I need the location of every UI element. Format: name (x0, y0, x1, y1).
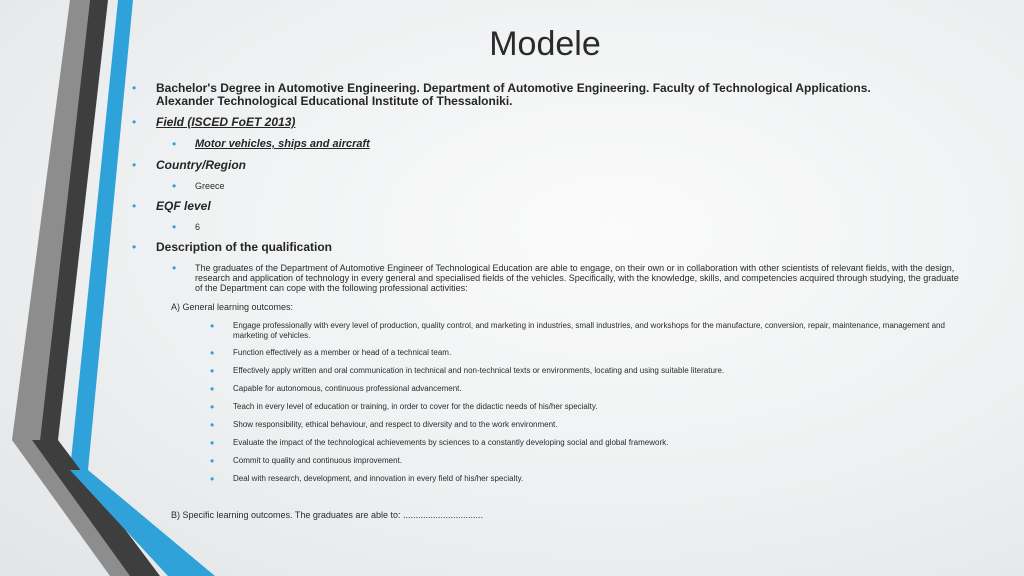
bullet-icon: • (210, 436, 215, 450)
country-label: Country/Region (156, 158, 246, 172)
bullet-icon: • (132, 240, 137, 254)
bullet-icon: • (210, 364, 215, 378)
bullet-icon: • (132, 158, 137, 172)
bullet-icon: • (172, 137, 177, 151)
field-label: Field (ISCED FoET 2013) (156, 115, 296, 129)
general-outcome-item: Show responsibility, ethical behaviour, and respect to diversity and to the work environment. (233, 420, 558, 429)
general-outcome-item: Engage professionally with every level of production, quality control, and marketing in industries, small industries, and workshops for the manufacture, conversion, repair, maintenance, management and marketing of vehicles. (233, 321, 945, 340)
general-outcome-item: Teach in every level of education or training, in order to cover for the didactic needs of his/her specialty. (233, 402, 598, 411)
general-outcome-item: Evaluate the impact of the technological achievements by sciences to a constantly developing social and global framework. (233, 438, 669, 447)
general-outcome-item: Commit to quality and continuous improvement. (233, 456, 402, 465)
bullet-icon: • (172, 220, 177, 234)
bullet-icon: • (172, 179, 177, 193)
bullet-icon: • (132, 199, 137, 213)
field-value: Motor vehicles, ships and aircraft (195, 138, 370, 150)
bullet-icon: • (210, 472, 215, 486)
bullet-icon: • (132, 81, 137, 95)
bullet-icon: • (210, 346, 215, 360)
general-outcome-item: Function effectively as a member or head of a technical team. (233, 348, 452, 357)
country-value: Greece (195, 181, 225, 191)
description-label: Description of the qualification (156, 240, 333, 254)
specific-outcomes-text: B) Specific learning outcomes. The graduates are able to: ................................ (171, 510, 483, 520)
eqf-value: 6 (195, 222, 201, 232)
bullet-icon: • (210, 454, 215, 468)
general-outcomes-label: A) General learning outcomes: (171, 302, 294, 312)
slide-title: Modele (489, 25, 601, 63)
general-outcome-item: Capable for autonomous, continuous professional advancement. (233, 384, 462, 393)
bullet-icon: • (210, 319, 215, 333)
bullet-icon: • (210, 400, 215, 414)
bullet-icon: • (132, 115, 137, 129)
bullet-icon: • (210, 418, 215, 432)
bullet-icon: • (210, 382, 215, 396)
general-outcome-item: Effectively apply written and oral communication in technical and non-technical texts or environments, locating and using suitable literature. (233, 366, 725, 375)
bullet-icon: • (172, 261, 177, 275)
degree-text: Bachelor's Degree in Automotive Engineering. Department of Automotive Engineering. Faculty of Technological Applications. Alexander Technological Educational Institute of Thessaloniki. (156, 81, 871, 108)
description-text: The graduates of the Department of Automotive Engineer of Technological Education are able to engage, on their own or in collaboration with other scientists of relevant fields, with the design, research and application of technology in every general and specialised fields of the vehicles. Specifically, with the knowledge, skills, and competencies acquired through studying, the graduate of the Department can cope with the following professional activities: (195, 263, 959, 293)
general-outcome-item: Deal with research, development, and innovation in every field of his/her specialty. (233, 474, 524, 483)
eqf-label: EQF level (156, 199, 211, 213)
